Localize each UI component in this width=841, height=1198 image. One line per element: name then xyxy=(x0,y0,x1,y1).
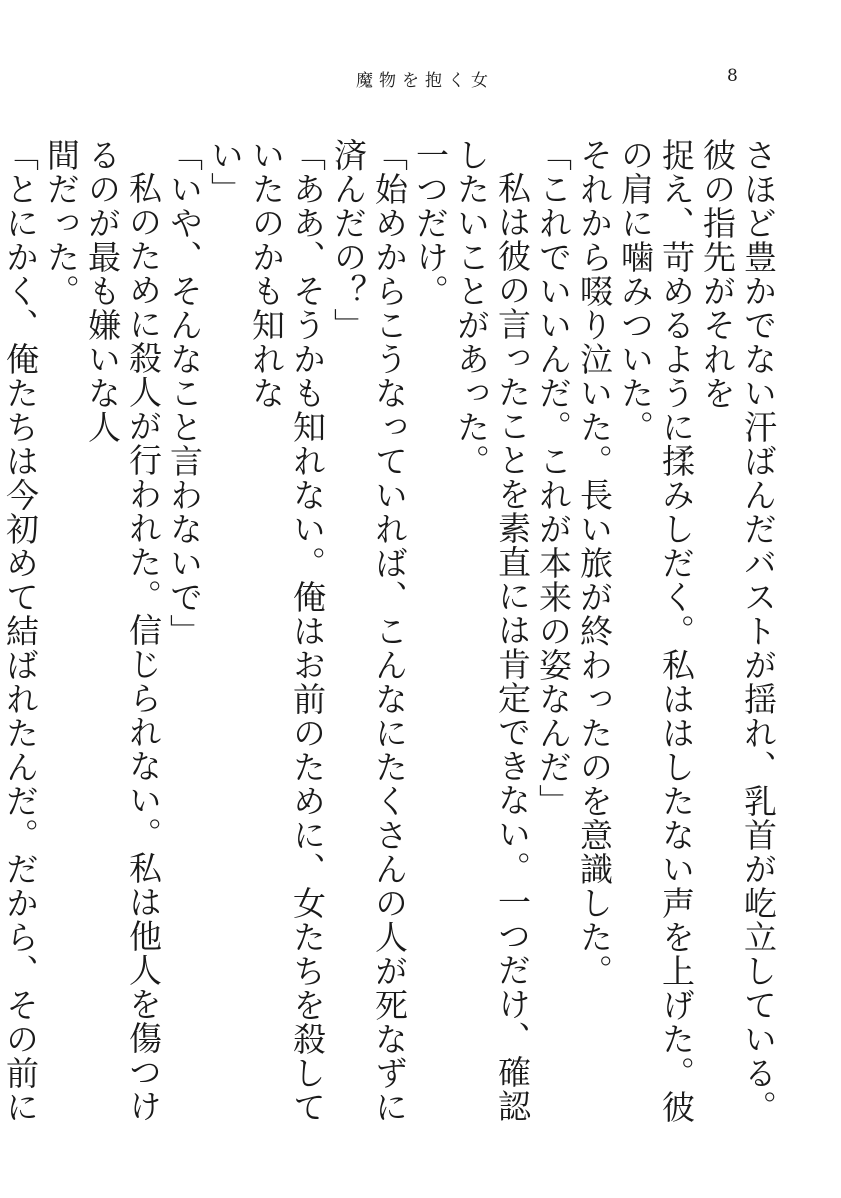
page-number: 8 xyxy=(727,66,738,86)
text-line: それから啜り泣いた。長い旅が終わったのを意識した。 xyxy=(575,138,614,988)
text-line: 「とにかく、俺たちは今初めて結ばれたんだ。だから、その前に xyxy=(1,138,40,1124)
text-line: さほど豊かでない汗ばんだバストが揺れ、乳首が屹立している。彼の指先がそれを xyxy=(698,138,778,1124)
text-line: 一つだけ。 xyxy=(411,138,450,308)
text-line: 「ああ、そうかも知れない。俺はお前のために、女たちを殺していたのかも知れな xyxy=(247,138,327,1124)
text-line: 「これでいいんだ。これが本来の姿なんだ」 xyxy=(534,138,573,818)
text-line: 捉え、苛めるように揉みしだく。私ははしたない声を上げた。彼の肩に噛みついた。 xyxy=(616,138,696,1124)
text-line: 私のために殺人が行われた。信じられない。私は他人を傷つけるのが最も嫌いな人 xyxy=(83,138,163,1123)
text-line: 私は彼の言ったことを素直には肯定できない。一つだけ、確認したいことがあった。 xyxy=(452,138,532,1123)
text-line: 「始めからこうなっていれば、こんなにたくさんの人が死なずに済んだの？」 xyxy=(329,138,409,1124)
text-line: い」 xyxy=(206,138,245,206)
text-line: 「いや、そんなこと言わないで」 xyxy=(165,138,204,648)
text-line: 間だった。 xyxy=(42,138,81,308)
running-header-title: 魔物を抱く女 xyxy=(356,71,494,91)
vertical-text-body xyxy=(0,138,779,1148)
